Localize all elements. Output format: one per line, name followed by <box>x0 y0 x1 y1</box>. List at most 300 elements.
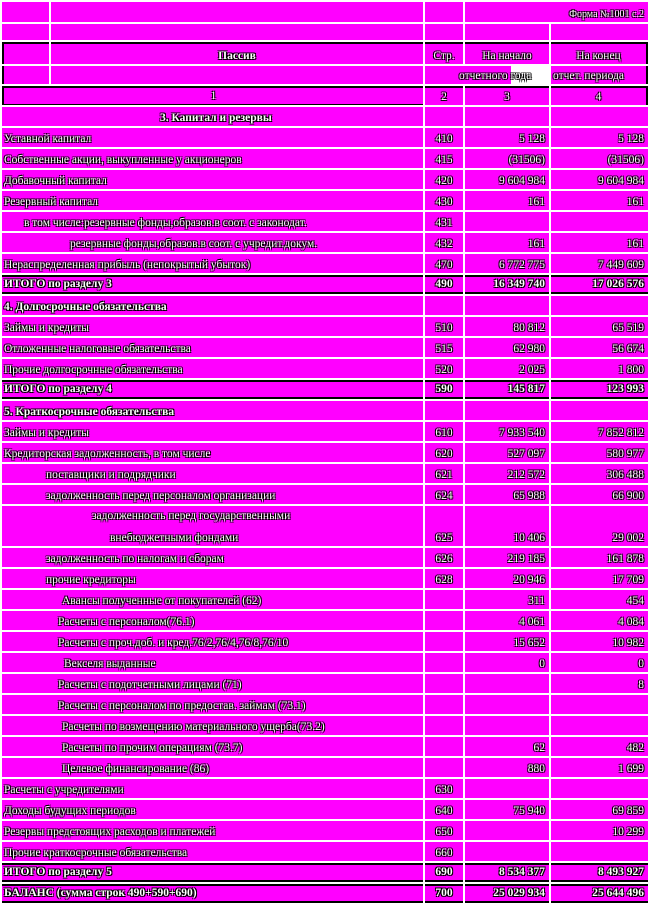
table-row <box>0 590 648 609</box>
row-end-value-cell <box>551 296 648 315</box>
row-code: 432 <box>435 238 453 250</box>
row-start-value-cell <box>465 401 549 420</box>
row-start-value-cell <box>465 821 549 840</box>
table-row <box>0 758 648 777</box>
num2-cell <box>425 86 463 105</box>
row-start-value-cell <box>465 737 549 756</box>
row-label: ИТОГО по разделу 4 <box>4 383 112 395</box>
row-label-cell <box>2 779 423 798</box>
header-numbers-row <box>0 86 648 105</box>
row-start-value-cell <box>465 611 549 630</box>
row-label-cell <box>2 800 423 819</box>
num3: 3 <box>504 91 510 103</box>
row-label-cell <box>2 506 423 546</box>
table-row <box>0 128 648 147</box>
row-code-cell <box>425 380 463 399</box>
num4: 4 <box>595 91 602 103</box>
row-start-value: 62 980 <box>513 343 545 355</box>
row-label: Прочие долгосрочные обязательства <box>4 364 183 376</box>
row-start-value-cell <box>465 548 549 567</box>
row-label: Добавочный капитал <box>4 175 107 187</box>
table-row <box>0 443 648 462</box>
row-code-cell <box>425 884 463 903</box>
row-end-value: 4 084 <box>618 616 644 628</box>
row-label-cell <box>2 443 423 462</box>
row-code: 700 <box>435 887 453 899</box>
row-label-cell <box>2 338 423 357</box>
header-end: На конец <box>576 50 621 62</box>
row-end-value-cell <box>551 149 648 168</box>
row-start-value-cell <box>465 884 549 903</box>
table-row <box>0 401 648 420</box>
row-end-value-cell <box>551 359 648 378</box>
row-label-cell <box>2 884 423 903</box>
row-start-value: 0 <box>539 658 545 670</box>
row-start-value-cell <box>465 863 549 882</box>
row-label: Расчеты с персоналом по предостав. займам (73.1) <box>58 700 306 712</box>
header-start: На начало <box>482 50 532 62</box>
row-label: Уставной капитал <box>4 133 92 145</box>
form-label-cell <box>465 2 648 22</box>
row-start-value: 16 349 740 <box>493 278 545 290</box>
row-start-value: 62 <box>533 742 545 754</box>
row-end-value-cell <box>551 569 648 588</box>
table-row <box>0 107 648 126</box>
row-code-cell <box>425 170 463 189</box>
row-end-value-cell <box>551 254 648 273</box>
row-code: 420 <box>435 175 453 187</box>
row-label: Займы и кредиты <box>4 427 89 439</box>
row-label-cell <box>2 254 423 273</box>
row-code: 690 <box>435 866 453 878</box>
row-code-cell <box>425 611 463 630</box>
table-row <box>0 464 648 483</box>
table-row <box>0 212 648 231</box>
row-end-value: 1 699 <box>618 763 644 775</box>
table-row <box>0 653 648 672</box>
row-label-cell <box>2 422 423 441</box>
row-end-value-cell <box>551 800 648 819</box>
row-start-value: 25 029 934 <box>493 887 545 899</box>
row-code: 620 <box>435 448 453 460</box>
form-label: Форма №1001 с.2 <box>569 9 644 20</box>
row-code-cell <box>425 401 463 420</box>
row-code: 590 <box>435 383 453 395</box>
row-start-value-cell <box>465 191 549 210</box>
row-label-cell <box>2 233 423 252</box>
row-start-value-cell <box>465 149 549 168</box>
row-label: Резервный капитал <box>4 196 99 208</box>
row-start-value: 5 128 <box>519 133 545 145</box>
table-row <box>0 548 648 567</box>
row-end-value: 10 299 <box>612 826 644 838</box>
row-end-value-cell <box>551 170 648 189</box>
row-code: 510 <box>435 322 453 334</box>
row-label-cell <box>2 212 423 231</box>
row-end-value-cell <box>551 443 648 462</box>
row-label-cell <box>2 842 423 861</box>
row-start-value: 75 940 <box>513 805 545 817</box>
table-row <box>0 695 648 714</box>
form-label-row <box>0 2 648 22</box>
row-label: Отложенные налоговые обязательства <box>4 343 191 355</box>
num1-cell <box>2 86 423 105</box>
header-code-cell <box>425 42 463 64</box>
row-code: 410 <box>435 133 453 145</box>
num3-cell <box>465 86 549 105</box>
row-label-cell <box>2 359 423 378</box>
row-code-cell <box>425 317 463 336</box>
row-end-value-cell <box>551 695 648 714</box>
row-start-value-cell <box>465 674 549 693</box>
row-start-value-cell <box>465 380 549 399</box>
row-start-value-cell <box>465 128 549 147</box>
row-end-value: 161 <box>626 238 644 250</box>
row-end-value: 7 449 609 <box>598 259 644 271</box>
row-label-cell <box>2 737 423 756</box>
row-label: Расчеты с персоналом(76.1) <box>58 616 195 628</box>
row-end-value-cell <box>551 842 648 861</box>
row-end-value: 29 002 <box>612 532 644 544</box>
row-start-value: 65 988 <box>513 490 545 502</box>
row-code-cell <box>425 653 463 672</box>
row-start-value: 7 933 540 <box>499 427 545 439</box>
row-label: ИТОГО по разделу 5 <box>4 866 112 878</box>
row-label: Расчеты по прочим операциям (73.7) <box>62 742 243 754</box>
row-end-value-cell <box>551 863 648 882</box>
row-start-value: 80 812 <box>513 322 545 334</box>
row-code-cell <box>425 107 463 126</box>
row-end-value: 580 977 <box>606 448 644 460</box>
row-code-cell <box>425 464 463 483</box>
spacer-row <box>0 24 648 40</box>
row-start-value-cell <box>465 464 549 483</box>
row-start-value: 8 534 377 <box>499 866 545 878</box>
row-start-value-cell <box>465 842 549 861</box>
row-code-cell <box>425 863 463 882</box>
row-code-cell <box>425 821 463 840</box>
row-end-value-cell <box>551 401 648 420</box>
row-end-value-cell <box>551 128 648 147</box>
row-code-cell <box>425 338 463 357</box>
row-label: Авансы полученные от покупателей (62) <box>62 595 262 607</box>
table-row <box>0 485 648 504</box>
row-code: 625 <box>435 532 453 544</box>
row-start-value: 145 817 <box>507 383 545 395</box>
row-code: 610 <box>435 427 453 439</box>
row-end-value: 8 493 927 <box>598 866 644 878</box>
row-code-cell <box>425 296 463 315</box>
row-code: 515 <box>435 343 453 355</box>
row-code-cell <box>425 149 463 168</box>
row-start-value-cell <box>465 653 549 672</box>
row-start-value: 15 652 <box>513 637 545 649</box>
table-row <box>0 800 648 819</box>
row-label: прочие кредиторы <box>46 574 136 586</box>
row-start-value-cell <box>465 506 549 546</box>
row-label: в том числе:резервные фонды,образов.в соот. с законодат. <box>24 217 307 229</box>
row-start-value-cell <box>465 485 549 504</box>
row-label-cell <box>2 653 423 672</box>
table-row <box>0 611 648 630</box>
row-end-value: 69 859 <box>612 805 644 817</box>
row-label-cell <box>2 758 423 777</box>
row-end-value-cell <box>551 338 648 357</box>
header-passive-cell <box>51 42 423 64</box>
row-code: 624 <box>435 490 453 502</box>
row-code-cell <box>425 275 463 294</box>
row-label: 4. Долгосрочные обязательства <box>4 301 167 313</box>
row-label-cell <box>2 380 423 399</box>
row-code-cell <box>425 632 463 651</box>
row-code-cell <box>425 506 463 546</box>
row-label-cell <box>2 170 423 189</box>
row-code: 626 <box>435 553 453 565</box>
row-label-cell <box>2 548 423 567</box>
row-end-value-cell <box>551 653 648 672</box>
row-end-value-cell <box>551 779 648 798</box>
table-row <box>0 254 648 273</box>
row-label-cell <box>2 674 423 693</box>
row-start-value: 161 <box>527 238 545 250</box>
cell <box>2 24 49 40</box>
row-end-value: 123 993 <box>606 383 644 395</box>
row-end-value: 66 900 <box>612 490 644 502</box>
row-label-cell <box>2 485 423 504</box>
row-start-value-cell <box>465 758 549 777</box>
row-end-value: 0 <box>638 658 644 670</box>
row-code-cell <box>425 800 463 819</box>
row-label-cell <box>2 275 423 294</box>
row-end-value-cell <box>551 716 648 735</box>
cell <box>465 24 549 40</box>
row-label-cell <box>2 317 423 336</box>
row-label-cell <box>2 191 423 210</box>
row-end-value-cell <box>551 611 648 630</box>
row-start-value: 219 185 <box>507 553 545 565</box>
row-code-cell <box>425 779 463 798</box>
row-code-cell <box>425 548 463 567</box>
num2: 2 <box>441 91 447 103</box>
row-label: Расчеты с проч.доб. и кред.76/2,76/4,76/8,76/10 <box>58 637 289 649</box>
row-start-value: 212 572 <box>507 469 545 481</box>
row-label-cell <box>2 464 423 483</box>
row-end-value-cell <box>551 590 648 609</box>
row-end-value: 56 674 <box>612 343 644 355</box>
row-label: поставщики и подрядчики <box>46 469 176 481</box>
table-row <box>0 170 648 189</box>
table-row <box>0 632 648 651</box>
row-end-value-cell <box>551 506 648 546</box>
header-code: Стр. <box>433 50 455 62</box>
table-row <box>0 296 648 315</box>
table-row <box>0 275 648 294</box>
header-period-row <box>0 66 648 84</box>
row-code-cell <box>425 191 463 210</box>
row-code-cell <box>425 716 463 735</box>
row-label-cell <box>2 149 423 168</box>
row-end-value-cell <box>551 758 648 777</box>
row-start-value: 311 <box>528 595 545 607</box>
row-label: Кредиторская задолженность, в том числе <box>4 448 211 460</box>
row-code-cell <box>425 443 463 462</box>
row-end-value: (31506) <box>607 154 644 166</box>
row-end-value-cell <box>551 884 648 903</box>
row-label: Резервы предстоящих расходов и платежей <box>4 826 216 838</box>
row-end-value-cell <box>551 191 648 210</box>
row-code: 415 <box>435 154 453 166</box>
row-end-value-cell <box>551 464 648 483</box>
row-start-value: 4 061 <box>519 616 545 628</box>
row-label: Собственные акции, выкупленные у акционеров <box>4 154 242 166</box>
row-end-value: 25 644 496 <box>592 887 644 899</box>
row-start-value: 6 772 775 <box>499 259 545 271</box>
row-label-cell <box>2 716 423 735</box>
row-code-cell <box>425 128 463 147</box>
row-start-value: 20 946 <box>513 574 545 586</box>
row-code: 430 <box>435 196 453 208</box>
table-row <box>0 317 648 336</box>
row-code-cell <box>425 569 463 588</box>
row-start-value-cell <box>465 107 549 126</box>
row-label-continued: внебюджетными фондами <box>110 532 239 544</box>
row-start-value-cell <box>465 212 549 231</box>
row-start-value: 527 097 <box>507 448 545 460</box>
row-end-value: 1 800 <box>618 364 644 376</box>
table-row <box>0 863 648 882</box>
row-label: Доходы будущих периодов <box>4 805 136 817</box>
row-end-value-cell <box>551 275 648 294</box>
row-code-cell <box>425 212 463 231</box>
row-start-value: 9 604 984 <box>499 175 545 187</box>
row-start-value-cell <box>465 569 549 588</box>
row-label: 3. Капитал и резервы <box>160 112 272 124</box>
row-start-value: 10 406 <box>513 532 545 544</box>
row-start-value: (31506) <box>508 154 545 166</box>
row-code: 628 <box>435 574 453 586</box>
row-code: 431 <box>435 217 453 229</box>
row-label-cell <box>2 590 423 609</box>
table-row <box>0 674 648 693</box>
row-label-cell <box>2 632 423 651</box>
row-label: Векселя выданные <box>64 658 156 670</box>
row-end-value: 17 026 576 <box>592 278 644 290</box>
row-code-cell <box>425 758 463 777</box>
row-start-value-cell <box>465 254 549 273</box>
row-label: резервные фонды,образов.в соот. с учредит.докум. <box>70 238 318 250</box>
row-code: 650 <box>435 826 453 838</box>
cell <box>2 66 49 84</box>
header-passive: Пассив <box>218 50 256 62</box>
header-period-start: отчетного года <box>459 70 532 82</box>
row-code: 660 <box>435 847 453 859</box>
row-end-value-cell <box>551 674 648 693</box>
row-label: Расчеты с подотчетными лицами (71) <box>58 679 242 691</box>
cell <box>551 24 648 40</box>
cell <box>51 2 423 22</box>
row-end-value: 482 <box>626 742 644 754</box>
row-code: 640 <box>435 805 453 817</box>
row-label: БАЛАНС (сумма строк 490+590+690) <box>4 887 197 899</box>
header-end-cell <box>551 42 648 64</box>
row-label-cell <box>2 401 423 420</box>
row-end-value-cell <box>551 212 648 231</box>
table-row <box>0 884 648 903</box>
row-code-cell <box>425 254 463 273</box>
row-end-value: 10 982 <box>612 637 644 649</box>
header-row <box>0 42 648 64</box>
row-end-value-cell <box>551 632 648 651</box>
row-start-value-cell <box>465 632 549 651</box>
row-start-value-cell <box>465 170 549 189</box>
row-start-value-cell <box>465 695 549 714</box>
table-row <box>0 569 648 588</box>
table-row <box>0 821 648 840</box>
table-row <box>0 338 648 357</box>
row-end-value-cell <box>551 485 648 504</box>
header-start-cell <box>465 42 549 64</box>
row-end-value: 161 <box>626 196 644 208</box>
row-label: Целевое финансирование (86) <box>62 763 210 775</box>
cell <box>2 42 49 64</box>
row-end-value: 5 128 <box>618 133 644 145</box>
row-code: 630 <box>435 784 453 796</box>
table-row <box>0 149 648 168</box>
row-label: задолженность перед персоналом организации <box>46 490 276 502</box>
row-end-value-cell <box>551 317 648 336</box>
row-start-value-cell <box>465 800 549 819</box>
row-label-cell <box>2 569 423 588</box>
row-end-value: 161 878 <box>606 553 644 565</box>
row-end-value: 17 709 <box>612 574 644 586</box>
row-label: Расчеты с учредителями <box>4 784 124 796</box>
row-code-cell <box>425 485 463 504</box>
num1: 1 <box>210 90 217 102</box>
row-label: задолженность перед государственными <box>92 510 291 522</box>
row-start-value-cell <box>465 317 549 336</box>
row-code-cell <box>425 695 463 714</box>
row-start-value-cell <box>465 779 549 798</box>
table-row <box>0 380 648 399</box>
cell <box>51 66 423 84</box>
row-code-cell <box>425 842 463 861</box>
table-row <box>0 506 648 546</box>
table-row <box>0 233 648 252</box>
row-code: 520 <box>435 364 453 376</box>
row-end-value: 8 <box>638 679 644 691</box>
row-code-cell <box>425 590 463 609</box>
row-code: 621 <box>435 469 453 481</box>
row-label-cell <box>2 296 423 315</box>
row-code-cell <box>425 674 463 693</box>
row-label: ИТОГО по разделу 3 <box>4 278 112 290</box>
table-row <box>0 842 648 861</box>
row-code-cell <box>425 422 463 441</box>
row-end-value: 7 852 812 <box>598 427 644 439</box>
row-label: Расчеты по возмещению материального ущерба(73.2) <box>62 721 325 733</box>
row-label: Нераспределенная прибыль (непокрытый убыток) <box>4 259 251 271</box>
table-row <box>0 422 648 441</box>
row-start-value-cell <box>465 275 549 294</box>
cell <box>425 24 463 40</box>
row-label-cell <box>2 107 423 126</box>
cell <box>425 2 463 22</box>
row-label-cell <box>2 821 423 840</box>
row-start-value: 2 025 <box>519 364 545 376</box>
row-end-value-cell <box>551 422 648 441</box>
row-start-value-cell <box>465 443 549 462</box>
header-period-end: отчет. периода <box>553 70 624 82</box>
